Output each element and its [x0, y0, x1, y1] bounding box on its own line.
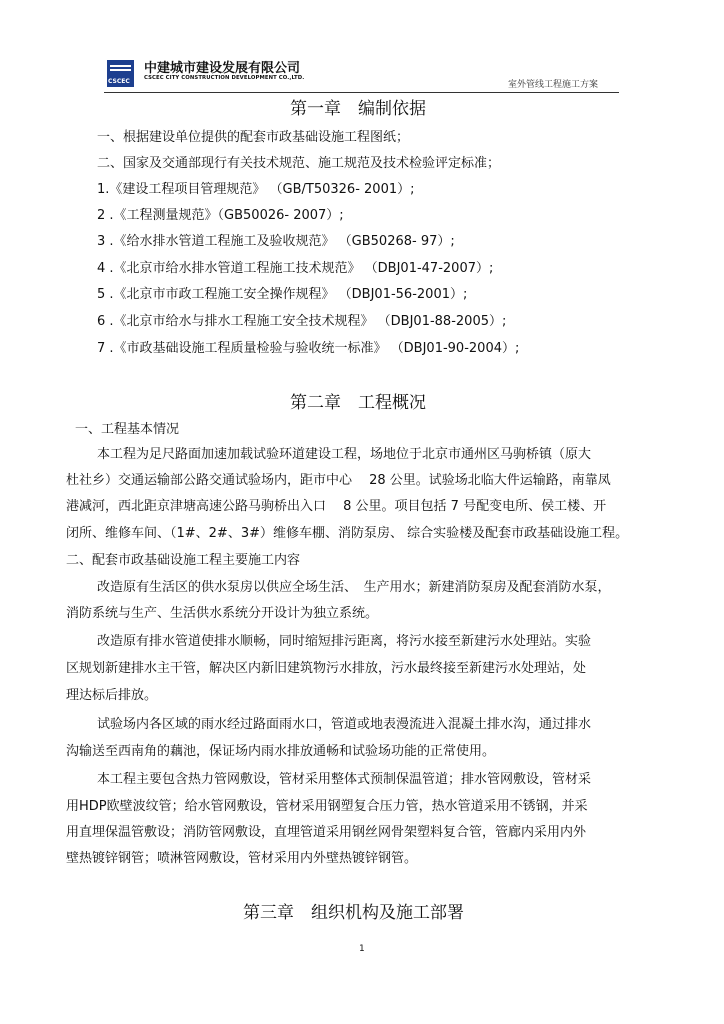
chapter1-line: 一、根据建设单位提供的配套市政基础设施工程图纸；	[97, 130, 410, 145]
paragraph-line: 本工程主要包含热力管网敷设，管材采用整体式预制保温管道；排水管网敷设，管材采	[97, 772, 592, 787]
standard-item: 4 .《北京市给水排水管道工程施工技术规范》 （DBJ01-47-2007）;	[97, 261, 494, 276]
paragraph-line: 沟输送至西南角的藕池，保证场内雨水排放通畅和试验场功能的正常使用。	[66, 744, 496, 759]
paragraph-line: 消防系统与生产、生活供水系统分开设计为独立系统。	[66, 606, 379, 621]
chapter3-title: 第三章 组织机构及施工部署	[243, 903, 464, 923]
standard-item: 7 .《市政基础设施工程质量检验与验收统一标准》 （DBJ01-90-2004）;	[97, 341, 520, 356]
paragraph-line: 壁热镀锌钢管；喷淋管网敷设，管材采用内外壁热镀锌钢管。	[66, 851, 418, 866]
paragraph-line: 改造原有生活区的供水泵房以供应全场生活、 生产用水；新建消防泵房及配套消防水泵，	[97, 580, 611, 595]
document-title: 室外管线工程施工方案	[508, 80, 599, 90]
paragraph-line: 港减河，西北距京津塘高速公路马驹桥出入口 8 公里。项目包括 7 号配变电所、侯工楼、开	[66, 499, 607, 514]
page-number: 1	[359, 944, 365, 954]
standard-item: 3 .《给水排水管道工程施工及验收规范》 （GB50268- 97）;	[97, 234, 455, 249]
section-heading: 一、工程基本情况	[75, 422, 180, 437]
company-name-cn: 中建城市建设发展有限公司	[144, 61, 301, 76]
paragraph-line: 用HDP欧壁波纹管；给水管网敷设，管材采用钢塑复合压力管，热水管道采用不锈钢，并采	[66, 799, 588, 814]
section-heading: 二、配套市政基础设施工程主要施工内容	[66, 553, 301, 568]
chapter1-title: 第一章 编制依据	[290, 99, 426, 119]
paragraph-line: 闭所、维修车间、（1#、2#、3#）维修车棚、消防泵房、 综合实验楼及配套市政基础设施工程。	[66, 526, 629, 541]
paragraph-line: 用直埋保温管敷设；消防管网敷设，直埋管道采用钢丝网骨架塑料复合管，管廊内采用内外	[66, 825, 587, 840]
chapter1-line: 二、国家及交通部现行有关技术规范、施工规范及技术检验评定标准；	[97, 156, 501, 171]
company-name-en: CSCEC CITY CONSTRUCTION DEVELOPMENT CO.,LTD.	[144, 75, 305, 81]
paragraph-line: 杜社乡）交通运输部公路交通试验场内，距市中心 28 公里。试验场北临大件运输路，南靠凤	[66, 473, 611, 488]
header-divider	[104, 92, 619, 93]
standard-item: 1.《建设工程项目管理规范》 （GB/T50326- 2001）;	[97, 182, 415, 197]
standard-item: 2 .《工程测量规范》（GB50026- 2007）;	[97, 208, 344, 223]
paragraph-line: 区规划新建排水主干管，解决区内新旧建筑物污水排放，污水最终接至新建污水处理站，处	[66, 661, 587, 676]
standard-item: 5 .《北京市市政工程施工安全操作规程》 （DBJ01-56-2001）;	[97, 287, 468, 302]
standard-item: 6 .《北京市给水与排水工程施工安全技术规程》 （DBJ01-88-2005）;	[97, 314, 507, 329]
paragraph-line: 本工程为足尺路面加速加载试验环道建设工程，场地位于北京市通州区马驹桥镇（原大	[97, 447, 592, 462]
logo-text: CSCEC	[108, 78, 130, 85]
chapter2-title: 第二章 工程概况	[290, 393, 426, 413]
paragraph-line: 改造原有排水管道使排水顺畅，同时缩短排污距离，将污水接至新建污水处理站。实验	[97, 634, 592, 649]
company-logo	[107, 60, 134, 87]
paragraph-line: 理达标后排放。	[66, 688, 158, 703]
paragraph-line: 试验场内各区域的雨水经过路面雨水口，管道或地表漫流进入混凝土排水沟，通过排水	[97, 717, 592, 732]
